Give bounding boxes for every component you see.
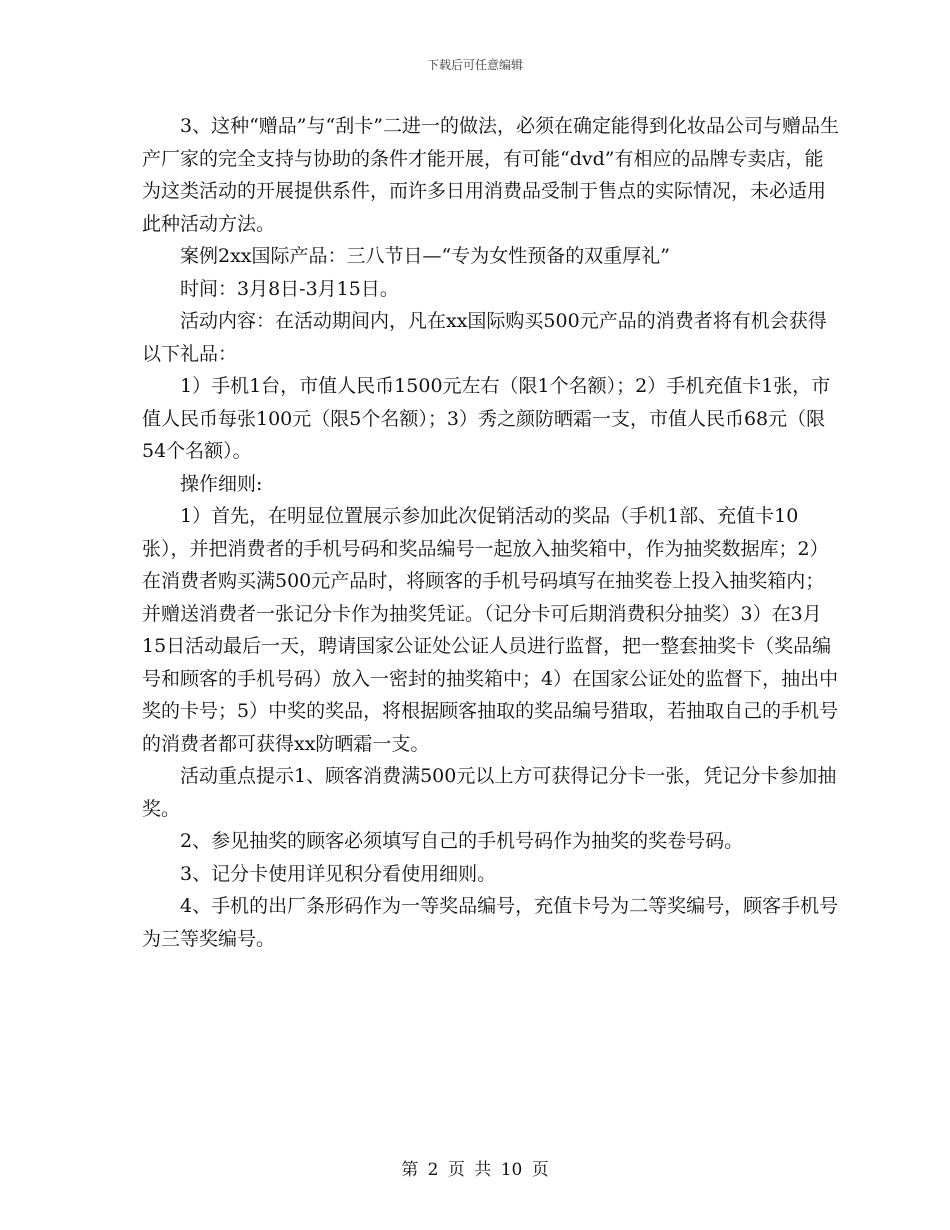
document-body	[142, 110, 842, 955]
paragraph: 活动重点提示1、顾客消费满500元以上方可获得记分卡一张，凭记分卡参加抽奖。	[142, 765, 837, 820]
paragraph: 2、参见抽奖的顾客必须填写自己的手机号码作为抽奖的奖卷号码。	[180, 830, 744, 852]
paragraph: 4、手机的出厂条形码作为一等奖品编号，充值卡号为二等奖编号，顾客手机号为三等奖编号。	[142, 895, 839, 950]
paragraph: 1）首先，在明显位置展示参加此次促销活动的奖品（手机1部、充值卡10张），并把消费者的手机号码和奖品编号一起放入抽奖箱中，作为抽奖数据库；2）在消费者购买满500元产品时，将顾客的手机号码填写在抽奖卷上投入抽奖箱内；并赠送消费者一张记分卡作为抽奖凭证。（记分卡可后期消费积分抽奖）3）在3月15日活动最后一天，聘请国家公证处公证人员进行监督，把一整套抽奖卡（奖品编号和顾客的手机号码）放入一密封的抽奖箱中；4）在国家公证处的监督下，抽出中奖的卡号；5）中奖的奖品，将根据顾客抽取的奖品编号猎取，若抽取自己的手机号的消费者都可获得xx防晒霜一支。	[142, 505, 839, 755]
page-footer: 第 2 页 共 10 页	[401, 1160, 549, 1180]
paragraph: 操作细则:	[180, 472, 263, 495]
paragraph: 3、记分卡使用详见积分看使用细则。	[180, 862, 497, 885]
paragraph: 1）手机1台，市值人民币1500元左右（限1个名额）；2）手机充值卡1张，市值人民币每张100元（限5个名额）；3）秀之颜防晒霜一支，市值人民币68元（限54个名额）。	[142, 375, 831, 462]
paragraph: 3、这种“赠品”与“刮卡”二进一的做法，必须在确定能得到化妆品公司与赠品生产厂家的完全支持与协助的条件才能开展，有可能“dvd”有相应的品牌专卖店，能为这类活动的开展提供系件，而许多日用消费品受制于售点的实际情况，未必适用此种活动方法。	[142, 115, 839, 235]
paragraph: 时间：3月8日-3月15日。	[180, 277, 399, 300]
paragraph: 案例2xx国际产品：三八节日—“专为女性预备的双重厚礼”	[180, 245, 670, 267]
paragraph: 活动内容：在活动期间内，凡在xx国际购买500元产品的消费者将有机会获得以下礼品：	[142, 310, 827, 365]
page-header: 下载后可任意编辑	[426, 58, 523, 72]
